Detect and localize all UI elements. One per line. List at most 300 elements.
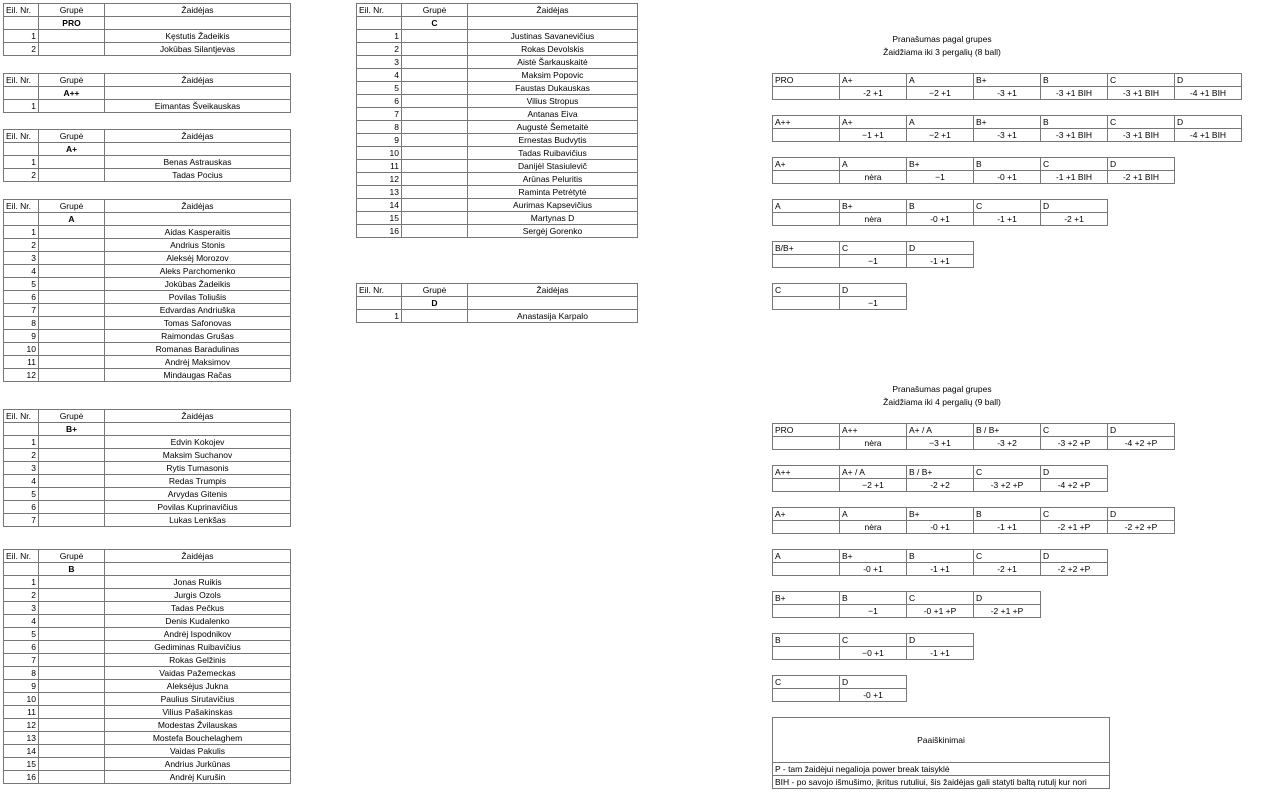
player-name: Martynas D (468, 212, 638, 225)
player-name: Andrius Stonis (105, 239, 291, 252)
row-number: 1 (4, 100, 39, 113)
section2-advantage-table-axx (772, 465, 1108, 492)
empty-cell (4, 563, 39, 576)
explanation-line: P - tam žaidėjui negalioja power break taisyklė (773, 763, 1110, 776)
section2-advantage-table-b (772, 633, 974, 660)
empty-cell (39, 226, 105, 239)
advantage-header-row (773, 242, 974, 255)
group-header: C (907, 592, 974, 605)
explanations-table (772, 717, 1110, 789)
group-header: A+ / A (840, 466, 907, 479)
empty-cell (39, 501, 105, 514)
handicap-value: −1 (840, 255, 907, 268)
group-header: B+ (840, 200, 907, 213)
row-number: 2 (4, 239, 39, 252)
advantage-header-row (773, 676, 907, 689)
table-row (4, 693, 291, 706)
row-number: 11 (4, 356, 39, 369)
table-row (4, 719, 291, 732)
section2-advantage-table-bx (772, 591, 1041, 618)
handicap-value: -0 +1 (907, 213, 974, 226)
player-name: Aleks Parchomenko (105, 265, 291, 278)
table-header-row (4, 550, 291, 563)
section2-advantage-table-a (772, 549, 1108, 576)
handicap-value: -2 +1 (840, 87, 907, 100)
column-header: Žaidėjas (468, 4, 638, 17)
table-row (357, 199, 638, 212)
table-row (4, 449, 291, 462)
handicap-value: nėra (840, 171, 907, 184)
group-label: B (39, 563, 105, 576)
table-row (4, 475, 291, 488)
row-number: 1 (4, 226, 39, 239)
table-row (4, 343, 291, 356)
empty-cell (39, 156, 105, 169)
handicap-value: −3 +1 (907, 437, 974, 450)
group-label: C (402, 17, 468, 30)
player-name: Tadas Ruibavičius (468, 147, 638, 160)
empty-cell (39, 719, 105, 732)
row-number: 8 (4, 317, 39, 330)
group-header: B+ (974, 74, 1041, 87)
row-number: 4 (4, 475, 39, 488)
table-header-row (4, 130, 291, 143)
handicap-value: -2 +1 +P (1041, 521, 1108, 534)
empty-cell (105, 17, 291, 30)
column-header: Grupė (402, 284, 468, 297)
handicap-value: -2 +2 +P (1108, 521, 1175, 534)
empty-cell (773, 87, 840, 100)
empty-cell (39, 43, 105, 56)
handicap-value: -4 +1 BIH (1175, 87, 1242, 100)
column-header: Grupė (39, 200, 105, 213)
empty-cell (402, 82, 468, 95)
table-row (357, 310, 638, 323)
table-row (4, 589, 291, 602)
table-row (4, 576, 291, 589)
group-header: A++ (773, 116, 840, 129)
handicap-value: -2 +2 +P (1041, 563, 1108, 576)
player-name: Mostefa Bouchelaghem (105, 732, 291, 745)
empty-cell (773, 647, 840, 660)
group-header: B (907, 200, 974, 213)
player-name: Andrėj Kurušin (105, 771, 291, 784)
table-row (4, 771, 291, 784)
section1-advantage-table-bxbx (772, 241, 974, 268)
player-name: Anastasija Karpalo (468, 310, 638, 323)
table-row (4, 514, 291, 527)
empty-cell (402, 30, 468, 43)
row-number: 7 (357, 108, 402, 121)
advantage-header-row (773, 592, 1041, 605)
empty-cell (39, 745, 105, 758)
group-header: A (840, 508, 907, 521)
empty-cell (4, 143, 39, 156)
row-number: 2 (4, 589, 39, 602)
handicap-value: -1 +1 (907, 647, 974, 660)
group-header: B+ (974, 116, 1041, 129)
empty-cell (4, 87, 39, 100)
row-number: 2 (4, 43, 39, 56)
handicap-value: nėra (840, 437, 907, 450)
handicap-value: -1 +1 (907, 563, 974, 576)
row-number: 4 (4, 265, 39, 278)
table-row (357, 134, 638, 147)
column-header: Eil. Nr. (357, 4, 402, 17)
empty-cell (773, 563, 840, 576)
player-name: Rokas Gelžinis (105, 654, 291, 667)
player-name: Andrius Jurkūnas (105, 758, 291, 771)
row-number: 1 (4, 436, 39, 449)
group-header: B / B+ (907, 466, 974, 479)
column-header: Žaidėjas (105, 410, 291, 423)
player-name: Maksim Popovic (468, 69, 638, 82)
row-number: 6 (4, 501, 39, 514)
table-row (4, 369, 291, 382)
player-name: Edvin Kokojev (105, 436, 291, 449)
advantage-header-row (773, 508, 1175, 521)
player-name: Maksim Suchanov (105, 449, 291, 462)
advantage-value-row (773, 437, 1175, 450)
group-header: B/B+ (773, 242, 840, 255)
table-row (4, 278, 291, 291)
handicap-value: -4 +2 +P (1108, 437, 1175, 450)
section1-advantage-table-a (772, 199, 1108, 226)
player-name: Sergėj Gorenko (468, 225, 638, 238)
advantage-value-row (773, 479, 1108, 492)
group-header: A+ (840, 74, 907, 87)
player-name: Lukas Lenkšas (105, 514, 291, 527)
empty-cell (402, 134, 468, 147)
section2-subtitle: Žaidžiama iki 4 pergalių (9 ball) (883, 397, 1001, 407)
empty-cell (39, 641, 105, 654)
section1-title: Pranašumas pagal grupes (892, 34, 992, 44)
handicap-value: -2 +1 +P (974, 605, 1041, 618)
player-name: Arvydas Gitenis (105, 488, 291, 501)
table-header-row (4, 200, 291, 213)
table-row (4, 462, 291, 475)
group-row (4, 143, 291, 156)
handicap-value: −1 (840, 605, 907, 618)
row-number: 1 (357, 30, 402, 43)
player-name: Povilas Toliušis (105, 291, 291, 304)
group-header: A++ (840, 424, 907, 437)
player-name: Modestas Žvilauskas (105, 719, 291, 732)
handicap-value: -1 +1 (974, 213, 1041, 226)
handicap-value: -1 +1 (974, 521, 1041, 534)
empty-cell (468, 17, 638, 30)
empty-cell (402, 69, 468, 82)
row-number: 8 (4, 667, 39, 680)
row-number: 10 (4, 343, 39, 356)
table-row (4, 330, 291, 343)
empty-cell (773, 213, 840, 226)
advantage-value-row (773, 521, 1175, 534)
row-number: 9 (4, 330, 39, 343)
table-row (4, 706, 291, 719)
row-number: 1 (357, 310, 402, 323)
column-header: Eil. Nr. (357, 284, 402, 297)
advantage-value-row (773, 87, 1242, 100)
row-number: 2 (4, 169, 39, 182)
handicap-value: -3 +1 BIH (1108, 87, 1175, 100)
empty-cell (773, 479, 840, 492)
section1-caption (772, 33, 1112, 59)
row-number: 12 (357, 173, 402, 186)
group-header: A+ / A (907, 424, 974, 437)
player-name: Denis Kudalenko (105, 615, 291, 628)
table-row (4, 43, 291, 56)
group-header: D (1108, 424, 1175, 437)
empty-cell (39, 589, 105, 602)
group-header: B+ (773, 592, 840, 605)
column-header: Eil. Nr. (4, 4, 39, 17)
group-header: B (1041, 74, 1108, 87)
row-number: 9 (4, 680, 39, 693)
group-label: D (402, 297, 468, 310)
table-row (4, 602, 291, 615)
handicap-value: −2 +1 (840, 479, 907, 492)
row-number: 15 (357, 212, 402, 225)
table-row (357, 95, 638, 108)
group-row (4, 213, 291, 226)
group-header: A++ (773, 466, 840, 479)
group-header: D (1108, 508, 1175, 521)
table-row (357, 108, 638, 121)
section2-advantage-table-ax (772, 507, 1175, 534)
group-header: B / B+ (974, 424, 1041, 437)
table-row (357, 56, 638, 69)
group-label: A++ (39, 87, 105, 100)
table-row (4, 317, 291, 330)
table-row (357, 43, 638, 56)
player-name: Danijėl Stasiulevič (468, 160, 638, 173)
handicap-value: -0 +1 (907, 521, 974, 534)
column-header: Žaidėjas (105, 200, 291, 213)
row-number: 3 (4, 252, 39, 265)
advantage-header-row (773, 466, 1108, 479)
table-row (4, 641, 291, 654)
advantage-value-row (773, 129, 1242, 142)
empty-cell (402, 186, 468, 199)
row-number: 7 (4, 514, 39, 527)
table-row (4, 291, 291, 304)
group-header: C (974, 466, 1041, 479)
handicap-value: −2 +1 (907, 87, 974, 100)
handicap-value: -3 +1 BIH (1041, 87, 1108, 100)
section2-advantage-table-c (772, 675, 907, 702)
player-name: Raimondas Grušas (105, 330, 291, 343)
group-label: A+ (39, 143, 105, 156)
empty-cell (39, 693, 105, 706)
empty-cell (105, 213, 291, 226)
group-header: A+ (773, 508, 840, 521)
table-header-row (357, 284, 638, 297)
row-number: 13 (357, 186, 402, 199)
table-row (4, 628, 291, 641)
table-row (4, 745, 291, 758)
group-header: D (907, 242, 974, 255)
table-row (4, 732, 291, 745)
empty-cell (39, 449, 105, 462)
table-row (4, 100, 291, 113)
advantage-header-row (773, 550, 1108, 563)
table-row (4, 615, 291, 628)
group-label: A (39, 213, 105, 226)
table-row (4, 169, 291, 182)
group-header: D (1041, 550, 1108, 563)
empty-cell (39, 576, 105, 589)
player-name: Ernestas Budvytis (468, 134, 638, 147)
group-header: C (1041, 424, 1108, 437)
row-number: 5 (357, 82, 402, 95)
table-row (357, 121, 638, 134)
empty-cell (105, 143, 291, 156)
empty-cell (39, 615, 105, 628)
advantage-value-row (773, 647, 974, 660)
player-name: Gediminas Ruibavičius (105, 641, 291, 654)
table-header-row (4, 410, 291, 423)
group-header: C (773, 676, 840, 689)
empty-cell (773, 129, 840, 142)
empty-cell (39, 654, 105, 667)
group-header: D (1108, 158, 1175, 171)
empty-cell (773, 605, 840, 618)
empty-cell (4, 423, 39, 436)
player-name: Tadas Pečkus (105, 602, 291, 615)
group-header: PRO (773, 74, 840, 87)
handicap-value: −0 +1 (840, 647, 907, 660)
empty-cell (773, 297, 840, 310)
player-name: Antanas Eiva (468, 108, 638, 121)
group-row (4, 87, 291, 100)
handicap-value: −1 +1 (840, 129, 907, 142)
player-name: Rokas Devolskis (468, 43, 638, 56)
group-label: B+ (39, 423, 105, 436)
table-header-row (357, 4, 638, 17)
player-name: Tomas Safonovas (105, 317, 291, 330)
player-name: Jokūbas Žadeikis (105, 278, 291, 291)
group-row (357, 297, 638, 310)
group-header: B (1041, 116, 1108, 129)
player-name: Rytis Tumasonis (105, 462, 291, 475)
handicap-value: -2 +1 (974, 563, 1041, 576)
empty-cell (39, 667, 105, 680)
player-name: Benas Astrauskas (105, 156, 291, 169)
player-name: Arūnas Peluritis (468, 173, 638, 186)
player-name: Vilius Pašakinskas (105, 706, 291, 719)
advantage-header-row (773, 634, 974, 647)
empty-cell (402, 199, 468, 212)
empty-cell (357, 297, 402, 310)
group-header: C (974, 200, 1041, 213)
advantage-header-row (773, 284, 907, 297)
handicap-value: -3 +1 (974, 87, 1041, 100)
empty-cell (39, 356, 105, 369)
table-row (4, 304, 291, 317)
group-header: B (840, 592, 907, 605)
explanations-title: Paaiškinimai (773, 718, 1110, 763)
empty-cell (39, 330, 105, 343)
empty-cell (402, 95, 468, 108)
row-number: 6 (4, 641, 39, 654)
group-header: C (840, 634, 907, 647)
handicap-value: −2 +1 (907, 129, 974, 142)
row-number: 14 (357, 199, 402, 212)
group-header: D (1041, 466, 1108, 479)
group-header: A (840, 158, 907, 171)
table-row (4, 680, 291, 693)
player-name: Augustė Šemetaitė (468, 121, 638, 134)
empty-cell (39, 278, 105, 291)
group-row (4, 423, 291, 436)
player-name: Vaidas Pakulis (105, 745, 291, 758)
empty-cell (39, 706, 105, 719)
row-number: 6 (4, 291, 39, 304)
table-row (4, 488, 291, 501)
table-header-row (4, 4, 291, 17)
section1-advantage-table-c (772, 283, 907, 310)
group-header: D (840, 676, 907, 689)
group-header: D (1175, 116, 1242, 129)
player-name: Redas Trumpis (105, 475, 291, 488)
advantage-value-row (773, 213, 1108, 226)
empty-cell (39, 680, 105, 693)
column-header: Grupė (39, 130, 105, 143)
group-header: B+ (907, 158, 974, 171)
handicap-value: -0 +1 (840, 689, 907, 702)
advantage-header-row (773, 424, 1175, 437)
group-header: C (1108, 116, 1175, 129)
row-number: 5 (4, 628, 39, 641)
row-number: 2 (4, 449, 39, 462)
row-number: 4 (4, 615, 39, 628)
row-number: 16 (4, 771, 39, 784)
group-header: C (773, 284, 840, 297)
table-row (4, 30, 291, 43)
table-row (357, 30, 638, 43)
empty-cell (402, 121, 468, 134)
handicap-value: -0 +1 (974, 171, 1041, 184)
table-row (4, 226, 291, 239)
empty-cell (4, 213, 39, 226)
row-number: 1 (4, 156, 39, 169)
row-number: 4 (357, 69, 402, 82)
table-row (4, 156, 291, 169)
row-number: 14 (4, 745, 39, 758)
player-table-bplus (3, 409, 291, 527)
table-row (4, 501, 291, 514)
row-number: 1 (4, 576, 39, 589)
section1-advantage-table-axx (772, 115, 1242, 142)
column-header: Eil. Nr. (4, 410, 39, 423)
column-header: Žaidėjas (468, 284, 638, 297)
table-header-row (4, 74, 291, 87)
group-header: A (907, 116, 974, 129)
player-name: Povilas Kuprinavičius (105, 501, 291, 514)
handicap-value: -0 +1 +P (907, 605, 974, 618)
table-row (357, 225, 638, 238)
table-row (4, 239, 291, 252)
group-header: B (974, 508, 1041, 521)
group-header: D (840, 284, 907, 297)
group-header: A (773, 550, 840, 563)
empty-cell (468, 297, 638, 310)
empty-cell (773, 521, 840, 534)
table-row (357, 160, 638, 173)
section2-advantage-table-pro (772, 423, 1175, 450)
group-header: D (1175, 74, 1242, 87)
